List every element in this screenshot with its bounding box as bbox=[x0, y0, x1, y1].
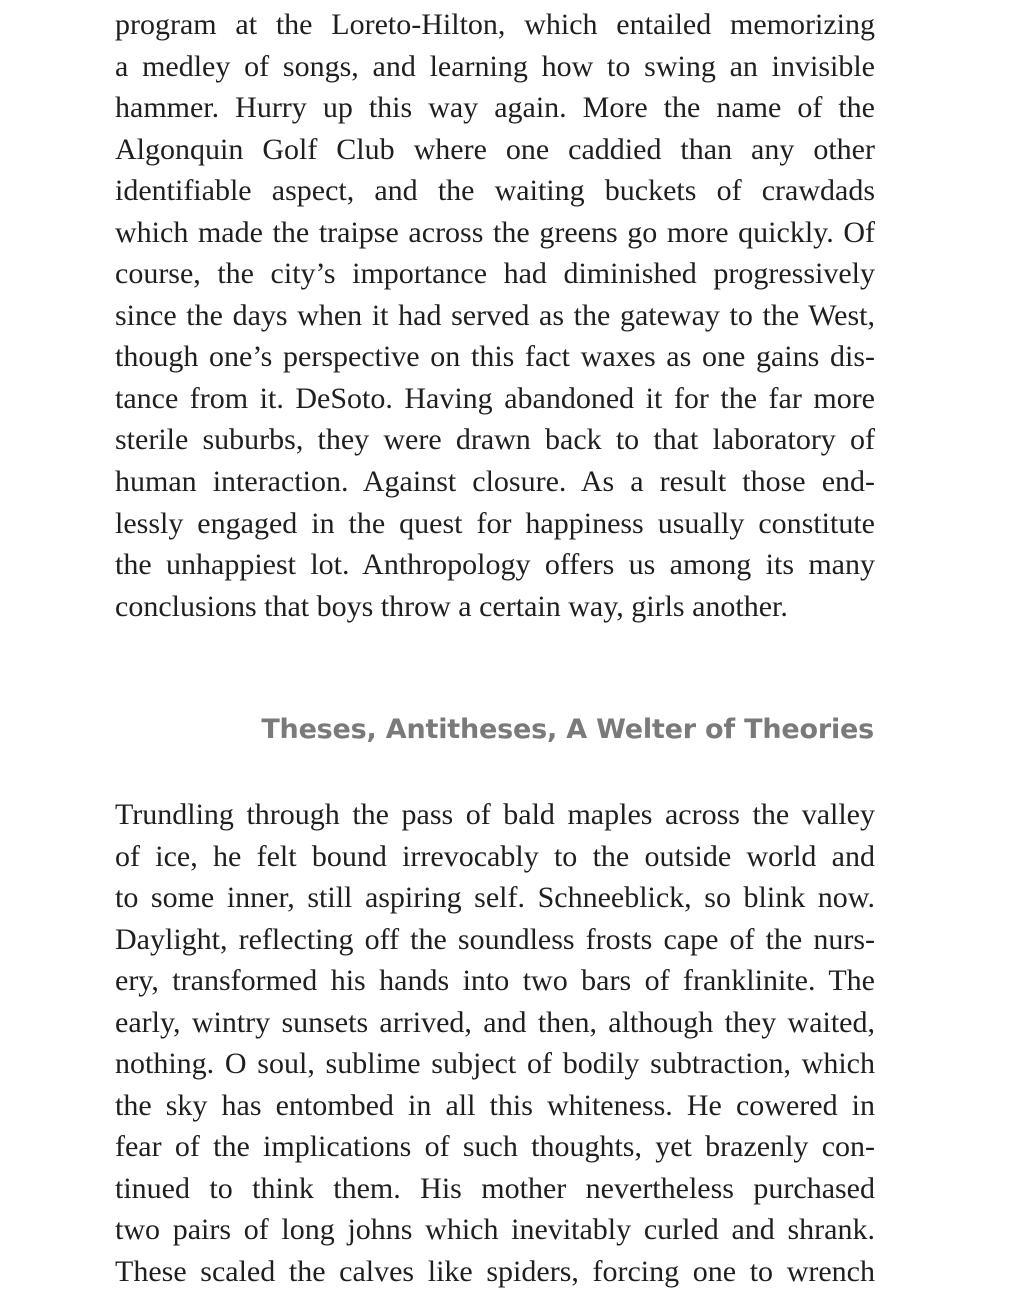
text-line: hammer. Hurry up this way again. More the name of the bbox=[115, 91, 875, 125]
text-line: two pairs of long johns which inevitably curled and shrank. bbox=[115, 1213, 875, 1247]
text-line: the unhappiest lot. Anthropology offers us among its many bbox=[115, 548, 875, 582]
text-line: though one’s perspective on this fact waxes as one gains dis- bbox=[115, 340, 875, 374]
text-line: to some inner, still aspiring self. Schneeblick, so blink now. bbox=[115, 881, 875, 915]
text-line: human interaction. Against closure. As a result those end- bbox=[115, 465, 875, 499]
text-line: tance from it. DeSoto. Having abandoned it for the far more bbox=[115, 381, 875, 415]
text-line: program at the Loreto-Hilton, which entailed memorizing bbox=[115, 8, 875, 41]
section-heading: Theses, Antitheses, A Welter of Theories bbox=[261, 714, 874, 745]
text-line: conclusions that boys throw a certain way, girls another. bbox=[115, 589, 788, 623]
text-line: tinued to think them. His mother nevertheless purchased bbox=[115, 1171, 875, 1205]
text-line: lessly engaged in the quest for happiness usually constitute bbox=[115, 506, 875, 540]
text-line: Algonquin Golf Club where one caddied than any other bbox=[115, 132, 875, 166]
text-line: the sky has entombed in all this whiteness. He cowered in bbox=[115, 1088, 875, 1122]
text-line: These scaled the calves like spiders, forcing one to wrench bbox=[115, 1255, 875, 1289]
text-line: nothing. O soul, sublime subject of bodily subtraction, which bbox=[115, 1047, 875, 1081]
text-line: which made the traipse across the greens go more quickly. Of bbox=[115, 215, 875, 249]
text-line: ery, transformed his hands into two bars of franklinite. The bbox=[115, 964, 875, 998]
text-line: Daylight, reflecting off the soundless frosts cape of the nurs- bbox=[115, 922, 875, 956]
text-line: a medley of songs, and learning how to swing an invisible bbox=[115, 49, 875, 83]
text-line: of ice, he felt bound irrevocably to the outside world and bbox=[115, 839, 875, 873]
text-line: early, wintry sunsets arrived, and then, although they waited, bbox=[115, 1005, 875, 1039]
text-line: sterile suburbs, they were drawn back to that laboratory of bbox=[115, 423, 875, 457]
text-line: fear of the implications of such thoughts, yet brazenly con- bbox=[115, 1130, 875, 1164]
text-line: Trundling through the pass of bald maples across the valley bbox=[115, 798, 875, 831]
paragraph-bottom bbox=[115, 794, 875, 1293]
text-line: course, the city’s importance had diminished progressively bbox=[115, 257, 875, 291]
text-line: since the days when it had served as the gateway to the West, bbox=[115, 298, 875, 332]
text-line: identifiable aspect, and the waiting buckets of crawdads bbox=[115, 174, 875, 208]
paragraph-top bbox=[115, 4, 875, 627]
